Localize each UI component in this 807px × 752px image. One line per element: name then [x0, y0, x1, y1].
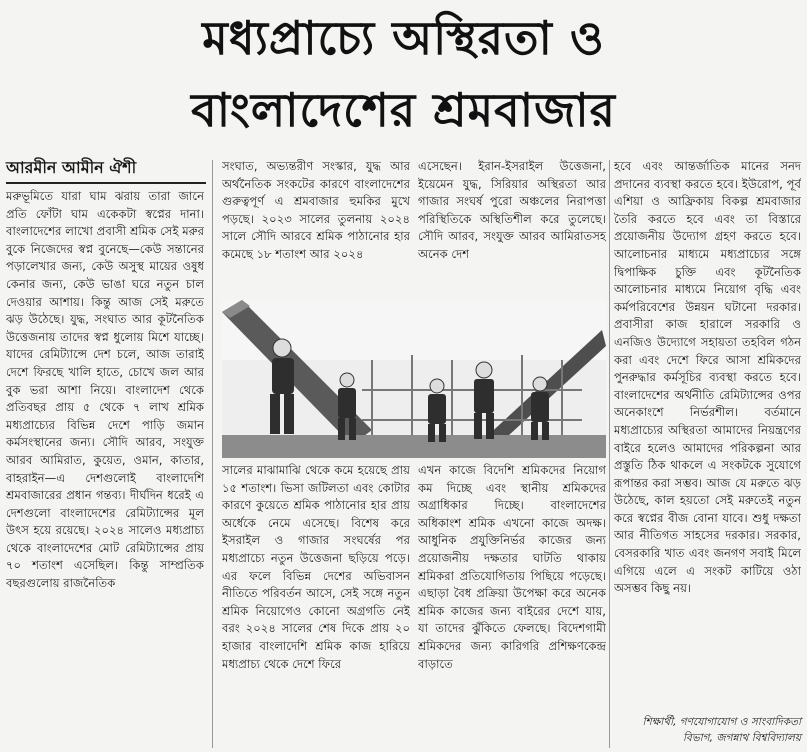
- column-3-top-text: এসেছেন। ইরান-ইসরাইল উত্তেজনা, ইয়েমেন যুদ্ধ, সিরিয়ার অস্থিরতা আর গাজার সংঘর্ষ পুরো অঞ্চলের নিরাপত্তা পরিস্থিতিকে অস্থিতিশীল করে তুলেছে। সৌদি আরব, সংযুক্ত আরব আমিরাতসহ অনেক দেশ: [418, 159, 606, 261]
- article-column-2-top: [222, 158, 410, 298]
- column-4-text: হবে এবং আন্তর্জাতিক মানের সনদ প্রদানের ব্যবস্থা করতে হবে। ইউরোপ, পূর্ব এশিয়া ও আফ্রিকায় বিকল্প শ্রমবাজার তৈরি করতে হবে এবং তা বিস্তারে প্রয়োজনীয় উদ্যোগ গ্রহণ করতে হবে। আলোচনার মাধ্যমে মধ্যপ্রাচ্যের সঙ্গে দ্বিপাক্ষিক চুক্তি এবং কূটনৈতিক আলোচনার মাধ্যমে নিয়োগ বৃদ্ধি এবং কর্মপরিবেশের উন্নয়ন ঘটানো দরকার। প্রবাসীরা কাজ হারালে সরকারি ও এনজিও উদ্যোগে সহায়তা তহবিল গঠন করা এবং দেশে ফিরে আসা শ্রমিকদের পুনরুদ্ধার কর্মসূচির ব্যবস্থা করতে হবে। বাংলাদেশের অর্থনীতি রেমিট্যান্সের ওপর অনেকাংশে নির্ভরশীল। বর্তমানে মধ্যপ্রাচ্যের অস্থিরতা আমাদের নিয়ন্ত্রণের বাইরে হলেও আমাদের পরিকল্পনা আর প্রস্তুতি ঠিক থাকলে এ সংকটকে সুযোগে রূপান্তর করা সম্ভব। আজ যে মরুতে ঝড় উঠেছে, কাল হয়তো সেই মরুতেই নতুন করে স্বপ্নের বীজ বোনা যাবে। শুধু দক্ষতা আর নীতিগত সাহসের দরকার। সরকার, বেসরকারি খাত এবং জনগণ সবাই মিলে এগিয়ে এলে এ সংকট কাটিয়ে ওঠা অসম্ভব কিছু নয়।: [614, 159, 801, 596]
- construction-workers-illustration: [222, 300, 606, 458]
- article-column-1: [6, 188, 204, 748]
- author-byline: আরমীন আমীন ঐশী: [6, 158, 137, 177]
- article-column-2-bottom: [222, 462, 410, 752]
- headline-line-1: মধ্যপ্রাচ্যে অস্থিরতা ও: [202, 11, 605, 65]
- workers-photo: [222, 300, 606, 458]
- author-credit: শিক্ষার্থী, গণযোগাযোগ ও সাংবাদিকতা বিভাগ, জগন্নাথ বিশ্ববিদ্যালয়: [642, 716, 801, 744]
- column-divider: [609, 160, 610, 748]
- column-3-bottom-text: এখন কাজে বিদেশি শ্রমিকদের নিয়োগ কম দিচ্ছে এবং স্থানীয় শ্রমিকদের অগ্রাধিকার দিচ্ছে। বাংলাদেশের অধিকাংশ শ্রমিক এখনো কাজে অদক্ষ। আধুনিক প্রযুক্তিনির্ভর কাজের জন্য প্রয়োজনীয় দক্ষতার ঘাটতি থাকায় শ্রমিকরা প্রতিযোগিতায় পিছিয়ে পড়েছে। এছাড়া বৈধ প্রক্রিয়া উপেক্ষা করে অনেক শ্রমিক কাজের জন্য বাইরের দেশে যায়, যা তাদের ঝুঁকিতে ফেলছে। বিদেশগামী শ্রমিকদের জন্য কারিগরি প্রশিক্ষণকেন্দ্র বাড়াতে: [418, 463, 606, 671]
- column-1-text: মরুভূমিতে যারা ঘাম ঝরায় তারা জানে প্রতি ফোঁটা ঘাম একেকটা স্বপ্নের দানা। বাংলাদেশের লাখো প্রবাসী শ্রমিক সেই মরুর বুকে নিজেদের স্বপ্ন বুনেছে—কেউ সন্তানের পড়ালেখার জন্য, কেউ অসুস্থ মায়ের ওষুধ কেনার জন্য, কেউ ভাঙা ঘরে নতুন চাল দেওয়ার আশায়। কিন্তু আজ সেই মরুতে ঝড় উঠেছে। যুদ্ধ, সংঘাত আর কূটনৈতিক উত্তেজনায় তাদের স্বপ্ন ধুলোয় মিশে যাচ্ছে। যাদের রেমিট্যান্সে দেশ চলে, আজ তারাই দেশে ফিরছে খালি হাতে, চোখে জল আর বুক ভরা আশা নিয়ে। বাংলাদেশ থেকে প্রতিবছর প্রায় ৫ থেকে ৭ লাখ শ্রমিক মধ্যপ্রাচ্যের বিভিন্ন দেশে পাড়ি জমান কর্মসংস্থানের জন্য। সৌদি আরব, সংযুক্ত আরব আমিরাত, কুয়েত, ওমান, কাতার, বাহরাইন—এ দেশগুলোই বাংলাদেশি শ্রমবাজারের প্রধান গন্তব্য। দীর্ঘদিন ধরেই এ দেশগুলো বাংলাদেশের রেমিট্যান্সের মূল উৎস হয়ে রয়েছে। ২০২৪ সালেও মধ্যপ্রাচ্য থেকে বাংলাদেশের মোট রেমিট্যান্সের প্রায় ৭০ শতাংশ এসেছিল। কিন্তু সাম্প্রতিক বছরগুলোয় রাজনৈতিক: [6, 189, 204, 591]
- article-column-3-bottom: [418, 462, 606, 752]
- article-column-3-top: [418, 158, 606, 298]
- column-2-top-text: সংঘাত, অভ্যন্তরীণ সংস্কার, যুদ্ধ আর অর্থনৈতিক সংকটের কারণে বাংলাদেশের গুরুত্বপূর্ণ এ শ্রমবাজার হুমকির মুখে পড়ছে। ২০২৩ সালের তুলনায় ২০২৪ সালে সৌদি আরবে শ্রমিক পাঠানোর হার কমেছে ১৮ শতাংশ আর ২০২৪: [222, 159, 410, 261]
- column-divider: [212, 160, 213, 748]
- column-2-bottom-text: সালের মাঝামাঝি থেকে কমে হয়েছে প্রায় ১৫ শতাংশ। ভিসা জটিলতা এবং কোটার কারণে কুয়েতে শ্রমিক পাঠানোর হার প্রায় অর্ধেকে নেমে এসেছে। বিশেষ করে ইসরাইল ও গাজার সংঘর্ষের পর মধ্যপ্রাচ্যে নতুন উত্তেজনা ছড়িয়ে পড়ে। এর ফলে বিভিন্ন দেশের অভিবাসন নীতিতে পরিবর্তন আসে, সেই সঙ্গে নতুন শ্রমিক নিয়োগেও কোনো অগ্রগতি নেই বরং ২০২৪ সালের শেষ দিকে প্রায় ২০ হাজার বাংলাদেশি শ্রমিক কাজ হারিয়ে মধ্যপ্রাচ্য থেকে দেশে ফিরে: [222, 463, 410, 671]
- byline-rule: [6, 182, 206, 184]
- article-column-4: [614, 158, 801, 714]
- headline-line-2: বাংলাদেশের শ্রমবাজার: [191, 83, 616, 137]
